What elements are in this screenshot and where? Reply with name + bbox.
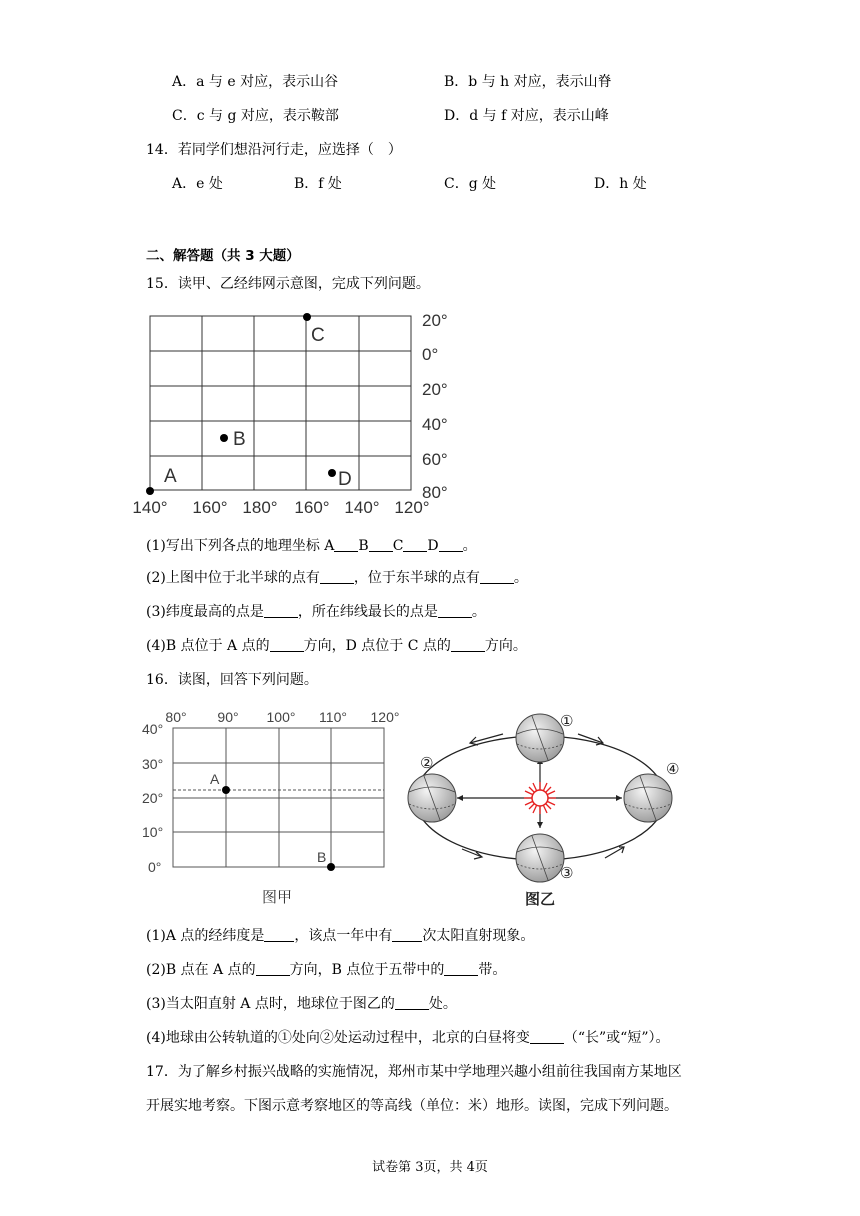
q15-sub2: (2)上图中位于北半球的点有 ，位于东半球的点有 。 xyxy=(146,570,528,586)
section-title: 二、解答题（共 3 大题） xyxy=(146,248,300,264)
point-a-label: A xyxy=(210,771,220,787)
lat-label: 0° xyxy=(148,859,162,875)
lon-label: 140° xyxy=(132,498,168,517)
lon-label: 110° xyxy=(319,709,347,725)
lat-label: 30° xyxy=(142,756,164,772)
lat-label: 60° xyxy=(422,450,448,469)
q13-option-a: A．a 与 e 对应，表示山谷 xyxy=(172,74,339,90)
lon-label: 80° xyxy=(165,709,187,725)
q16-sub2: (2)B 点在 A 点的 方向，B 点位于五带中的 带。 xyxy=(146,962,507,978)
q13-option-d: D．d 与 f 对应，表示山峰 xyxy=(444,108,609,124)
point-a-dot xyxy=(146,487,154,495)
point-b-label: B xyxy=(233,429,246,450)
lat-label: 20° xyxy=(422,311,448,330)
q16-sub1: (1)A 点的经纬度是 ，该点一年中有 次太阳直射现象。 xyxy=(146,928,535,944)
earth-globe-icon xyxy=(408,774,456,822)
position-label: ① xyxy=(560,713,574,730)
point-b-dot xyxy=(220,434,228,442)
point-a-label: A xyxy=(164,466,177,487)
lon-label: 120° xyxy=(370,709,400,725)
position-label: ④ xyxy=(666,761,680,778)
q16-sub4: (4)地球由公转轨道的①处向②处运动过程中，北京的白昼将变 （“长”或“短”）。 xyxy=(146,1030,670,1046)
point-d-label: D xyxy=(338,469,352,490)
q15-sub3: (3)纬度最高的点是 ，所在纬线最长的点是 。 xyxy=(146,604,486,620)
q14-stem: 14．若同学们想沿河行走，应选择（ ） xyxy=(146,142,402,158)
lon-label: 140° xyxy=(344,498,380,517)
q15-latlon-grid xyxy=(132,308,460,520)
lon-label: 180° xyxy=(242,498,278,517)
page-footer: 试卷第 3页，共 4页 xyxy=(372,1160,488,1175)
fig-a-caption: 图甲 xyxy=(261,889,293,906)
lat-label: 10° xyxy=(142,824,164,840)
point-a-dot xyxy=(222,786,230,794)
lat-label: 20° xyxy=(422,380,448,399)
q17-line2: 开展实地考察。下图示意考察地区的等高线（单位：米）地形。读图，完成下列问题。 xyxy=(146,1098,678,1114)
q16-figure-a xyxy=(140,706,410,906)
earth-globe-icon xyxy=(516,834,564,882)
position-label: ③ xyxy=(560,865,574,882)
lat-label: 0° xyxy=(422,345,439,364)
point-c-label: C xyxy=(311,325,325,346)
q13-option-b: B．b 与 h 对应，表示山脊 xyxy=(444,74,612,90)
lat-label: 20° xyxy=(142,790,164,806)
earth-globe-icon xyxy=(516,714,564,762)
q16-stem: 16．读图，回答下列问题。 xyxy=(146,672,318,688)
q17-line1: 17．为了解乡村振兴战略的实施情况，郑州市某中学地理兴趣小组前往我国南方某地区 xyxy=(146,1064,682,1080)
q15-sub4: (4)B 点位于 A 点的 方向，D 点位于 C 点的 方向。 xyxy=(146,638,527,654)
lat-label: 40° xyxy=(422,415,448,434)
q14-option-d: D．h 处 xyxy=(594,176,647,192)
fig-b-caption: 图乙 xyxy=(524,891,556,908)
lon-label: 90° xyxy=(217,709,239,725)
lon-label: 100° xyxy=(266,709,296,725)
lon-label: 160° xyxy=(294,498,330,517)
lat-label: 80° xyxy=(422,483,448,502)
q15-sub1: (1)写出下列各点的地理坐标 A B C D 。 xyxy=(146,538,477,554)
lon-label: 120° xyxy=(394,498,430,517)
q16-figure-b-orbit xyxy=(400,706,690,908)
earth-globe-icon xyxy=(624,774,672,822)
lat-label: 40° xyxy=(142,721,164,737)
point-b-dot xyxy=(327,863,335,871)
q14-option-a: A．e 处 xyxy=(172,176,223,192)
q16-sub3: (3)当太阳直射 A 点时，地球位于图乙的 处。 xyxy=(146,996,457,1012)
position-label: ② xyxy=(420,755,434,772)
q13-option-c: C．c 与 g 对应，表示鞍部 xyxy=(172,108,339,124)
q14-option-b: B．f 处 xyxy=(294,176,342,192)
q15-stem: 15．读甲、乙经纬网示意图，完成下列问题。 xyxy=(146,276,430,292)
point-d-dot xyxy=(328,469,336,477)
lon-label: 160° xyxy=(192,498,228,517)
point-c-dot xyxy=(303,313,311,321)
q14-option-c: C．g 处 xyxy=(444,176,497,192)
sun-icon xyxy=(524,782,556,814)
point-b-label: B xyxy=(317,849,327,865)
